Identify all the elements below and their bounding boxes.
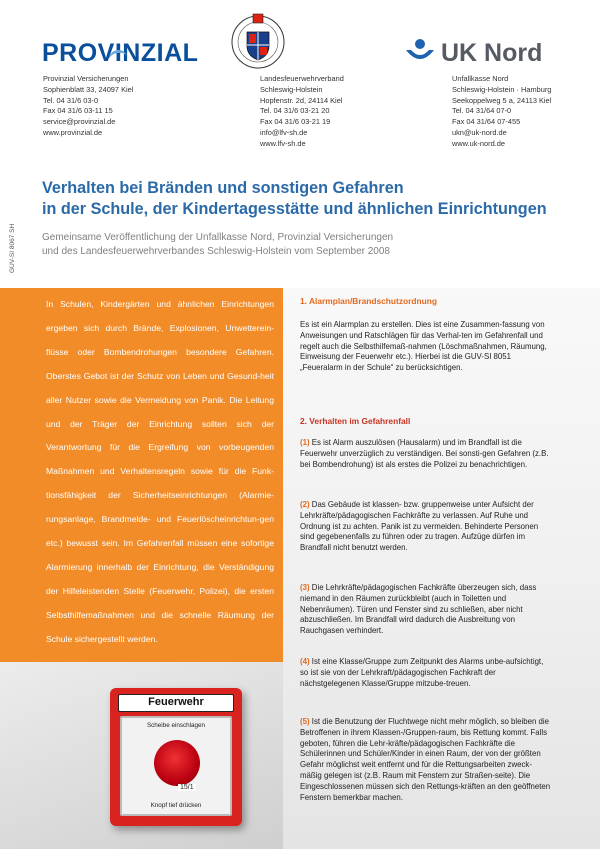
- provinzial-logo: PROVINZIAL: [42, 38, 199, 67]
- section-2-heading: 2. Verhalten im Gefahrenfall: [300, 416, 411, 426]
- page-subtitle: Gemeinsame Veröffentlichung der Unfallkasse Nord, Provinzial Versicherungen und des Landesfeuerwehrverbandes Schleswig-Holstein vom September 2008: [42, 232, 394, 257]
- section-1-heading: 1. Alarmplan/Brandschutzordnung: [300, 296, 437, 306]
- uknord-address: Unfallkasse Nord Schleswig-Holstein · Hamburg Seekoppelweg 5 a, 24113 Kiel Tel. 04 31/64 07-0 Fax 04 31/64 07-455 ukn@uk-nord.de www.uk-nord.de: [452, 74, 552, 148]
- provinzial-email-link[interactable]: service@provinzial.de: [43, 117, 116, 127]
- uknord-figure-icon: [405, 38, 435, 68]
- list-item: (3) Die Lehrkräfte/pädagogischen Fachkräfte überzeugen sich, dass niemand in den Räumen zurückbleibt (auch in Toiletten und Nebenräumen). Türen und Fenster sind zu schließen, aber nicht abzuschließen. Im Brandfall wird dadurch die Ausbreitung von Rauchgasen verhindert.: [300, 583, 537, 636]
- alarm-button-icon: [154, 740, 200, 786]
- alarm-number: 15/1: [180, 784, 194, 791]
- document-code: GUV-SI 8067 SH: [9, 223, 16, 273]
- lfv-email-link[interactable]: info@lfv-sh.de: [260, 127, 308, 137]
- uknord-logo: UK Nord: [405, 36, 555, 70]
- alarm-top-text: Scheibe einschlagen: [146, 722, 206, 729]
- alarm-glass: [120, 716, 232, 816]
- provinzial-web-link[interactable]: www.provinzial.de: [43, 127, 103, 137]
- alarm-bottom-text: Knopf tief drücken: [150, 802, 202, 809]
- uknord-web-link[interactable]: www.uk-nord.de: [452, 138, 505, 148]
- alarm-label: Feuerwehr: [118, 694, 234, 712]
- section-1-text: Es ist ein Alarmplan zu erstellen. Dies ist eine Zusammen-fassung von Anweisungen und Ratschlägen für das Verhal-ten im Gefahrenfall und regelt auch die Selbsthilfemaß-nahmen (Löschmaßnahmen, Räumung, Einweisung der Feuerwehr etc.). Hierbei ist die GUV-SI 8051 „Feueralarm in der Schule“ zu berücksichtigen.: [300, 320, 547, 373]
- list-item: (2) Das Gebäude ist klassen- bzw. gruppenweise unter Aufsicht der Lehrkräfte/pädagogischen Fachkräfte zu verlassen. Auf Ruhe und Ordnung ist zu achten. Panik ist zu vermeiden. Behinderte Personen sind gegebenenfalls zu führen oder zu tragen. Aufzüge dürfen im Brandfall nicht benutzt werden.: [300, 500, 539, 553]
- list-item: (1) Es ist Alarm auszulösen (Hausalarm) und im Brandfall ist die Feuerwehr unverzüglich zu verständigen. Bei sonsti-gen Gefahren (z.B. bei Bombendrohung) ist als erstes die Polizei zu benachrichtigen.: [300, 438, 549, 469]
- uknord-email-link[interactable]: ukn@uk-nord.de: [452, 127, 507, 137]
- lfv-address: Landesfeuerwehrverband Schleswig-Holstein Hopfenstr. 2d, 24114 Kiel Tel. 04 31/6 03-21 20 Fax 04 31/6 03-21 19 info@lfv-sh.de www.lfv-sh.de: [260, 74, 344, 148]
- list-item: (4) Ist eine Klasse/Gruppe zum Zeitpunkt des Alarms unbe-aufsichtigt, so ist sie von der Lehrkraft/pädagogischen Fachkraft der nächstgelegenen Klasse/Gruppe mitzube-treuen.: [300, 657, 544, 688]
- provinzial-address: Provinzial Versicherungen Sophienblatt 33, 24097 Kiel Tel. 04 31/6 03-0 Fax 04 31/6 03-11 15 service@provinzial.de www.provinzial.de: [43, 74, 134, 137]
- page-title: Verhalten bei Bränden und sonstigen Gefahren in der Schule, der Kindertagesstätte und ähnlichen Einrichtungen: [42, 179, 547, 218]
- fire-alarm-box: [110, 688, 242, 826]
- lfv-crest-icon: [228, 10, 288, 70]
- intro-text: In Schulen, Kindergärten und ähnlichen Einrichtungen ergeben sich durch Brände, Explosionen, Unwetterein-flüsse oder Bombendrohungen besondere Gefahren. Oberstes Gebot ist der Schutz von Leben und Gesund-heit aller Nutzer sowie die Vermeidung von Panik. Die Leitung und der Träger der Einrichtung sollten sich der Verantwortung für die Ergreifung von vorbeugenden Maßnahmen und Verhaltensregeln sowie für die Funk-tionsfähigkeit der Sicherheitseinrichtungen (Alarmie-rungsanlage, Brandmelde- und Feuerlöscheinrichtun-gen etc.) bewusst sein. Im Gefahrenfall müssen eine sofortige Alarmierung innerhalb der Einrichtung, die Verständigung der Hilfeleistenden Stelle (Feuerwehr, Polizei), die ersten Selbsthilfemaßnahmen und die schnelle Räumung der Schule sichergestellt werden.: [46, 299, 274, 644]
- lfv-web-link[interactable]: www.lfv-sh.de: [260, 138, 306, 148]
- list-item: (5) Ist die Benutzung der Fluchtwege nicht mehr möglich, so bleiben die Betroffenen in ihrem Klassen-/Gruppen-raum, bis Rettung kommt. Falls geboten, führen die Lehr-kräfte/pädagogischen Fachkräfte die Schülerinnen und Schüler/Kinder in einen Raum, der von der größten Gefahr möglichst weit entfernt und für die Rettungsarbeiten zweck-mäßig gelegen ist (z.B. Raum mit Fenstern zur Straßen-seite). Die Eingeschlossenen müssen sich den Rettungs-kräften an den geöffneten Fenstern bemerkbar machen.: [300, 717, 551, 802]
